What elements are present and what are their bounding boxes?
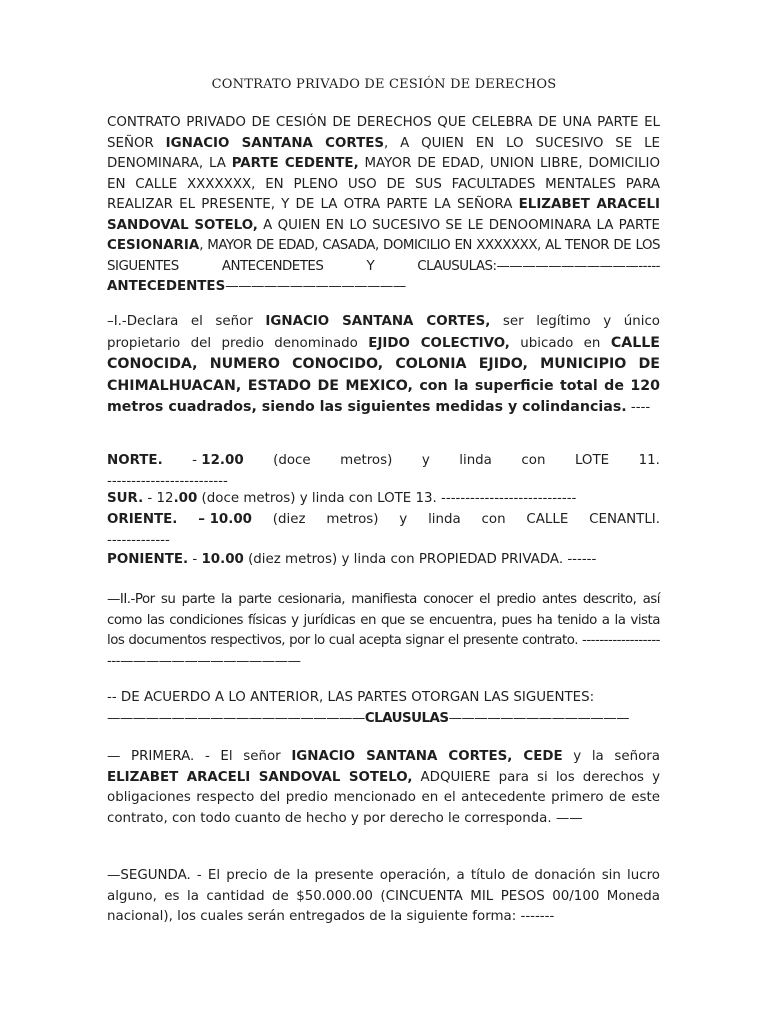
intro-text-4: A QUIEN EN LO SUCESIVO SE LE DENOOMINARA LA PARTE	[257, 217, 660, 233]
oriente-w3: y	[399, 512, 408, 527]
norte-value: 12.00	[201, 453, 244, 468]
primera-text-1: — PRIMERA. - El señor	[107, 749, 292, 764]
norte-w7: 11.	[638, 453, 660, 468]
norte-tail: -------------------------	[107, 473, 228, 489]
acuerdo-dashes-2: ——————————————	[448, 710, 630, 726]
oriente-tail: -------------	[107, 532, 170, 548]
sur-value: .00	[173, 491, 198, 506]
intro-paragraph	[107, 113, 660, 298]
antecedentes-heading: ANTECEDENTES	[107, 279, 226, 294]
primera-text-2: y la señora	[562, 749, 660, 764]
intro-text-5: , MAYOR DE EDAD, CASADA, DOMICILIO EN XXXXXXX, AL TENOR DE LOS SIGUENTES ANTECENDETES Y CLAUSULAS:———————————-----	[107, 238, 660, 274]
decl1-text-2: ser legítimo y único propietario del predio denominado	[107, 314, 660, 351]
oriente-w6: CALLE	[526, 512, 569, 527]
norte-w4: linda	[459, 453, 492, 468]
declaration-1	[107, 312, 660, 419]
oriente-label: ORIENTE.	[107, 512, 178, 527]
intro-text-1: CONTRATO PRIVADO DE CESIÓN DE DERECHOS QUE CELEBRA DE UNA PARTE EL SEÑOR	[107, 115, 660, 151]
intro-text-3: MAYOR DE EDAD, UNION LIBRE, DOMICILIO EN CALLE XXXXXXX, EN PLENO USO DE SUS FACULTADES MENTALES PARA REALIZAR EL PRESENTE, Y DE LA OTRA PARTE LA SEÑORA	[107, 156, 660, 212]
primera-cedente: IGNACIO SANTANA CORTES, CEDE	[291, 749, 563, 764]
norte-w2: metros)	[340, 453, 393, 468]
declaration-2	[107, 590, 660, 672]
segunda-text: —SEGUNDA. - El precio de la presente operación, a título de donación sin lucro alguno, es la cantidad de $50.000.00 (CINCUENTA MIL PESOS 00/100 Moneda nacional), los cuales serán entregados de la siguiente forma: -------	[107, 868, 660, 924]
document-title: CONTRATO PRIVADO DE CESIÓN DE DERECHOS	[211, 77, 557, 92]
intro-text-6: ——————————————	[225, 279, 406, 294]
sur-text: (doce metros) y linda con LOTE 13. ----------------------------	[197, 491, 577, 506]
acuerdo-text-1: -- DE ACUERDO A LO ANTERIOR, LAS PARTES OTORGAN LAS SIGUENTES:	[107, 690, 595, 705]
cesionaria-name: ELIZABET ARACELI SANDOVAL SOTELO,	[107, 197, 660, 233]
oriente-w1: (diez	[272, 512, 306, 527]
norte-w3: y	[421, 453, 430, 468]
decl1-text-4: ----	[626, 400, 651, 415]
sur-label: SUR.	[107, 491, 144, 506]
norte-label: NORTE.	[107, 453, 163, 468]
decl1-predio: EJIDO COLECTIVO,	[368, 335, 510, 351]
parte-cesionaria: CESIONARIA	[107, 238, 200, 253]
decl1-location: CALLE CONOCIDA, NUMERO CONOCIDO, COLONIA EJIDO, MUNICIPIO DE CHIMALHUACAN, ESTADO DE MEXICO, con la superficie total de 120 metros cuadrados, siendo las siguientes medidas y colindancias.	[107, 334, 660, 415]
oriente-w5: con	[481, 512, 506, 527]
primera-text-3: ADQUIERE para si los derechos y obligaciones respecto del predio mencionado en el antecedente primero de este contrato, con todo cuanto de hecho y por derecho le corresponda. ——	[107, 769, 660, 826]
norte-sep: -	[192, 453, 198, 468]
intro-text-2: , A QUIEN EN LO SUCESIVO SE LE DENOMINARA, LA	[107, 135, 660, 171]
poniente-sep: -	[188, 552, 202, 567]
decl2-text: —II.-Por su parte la parte cesionaria, manifiesta conocer el predio antes descrito, así como las condiciones físicas y jurídicas en que se encuentra, pues ha tenido a la vista los documentos respectivos, por lo cual acepta signar el presente contrato. ---------------------——————————————	[107, 592, 660, 669]
oriente-w2: metros)	[326, 512, 379, 527]
poniente-line	[107, 550, 660, 571]
acuerdo-paragraph	[107, 688, 660, 729]
norte-w6: LOTE	[574, 453, 610, 468]
clausula-segunda	[107, 866, 660, 928]
norte-w5: con	[521, 453, 546, 468]
oriente-line	[107, 510, 660, 551]
clausulas-heading: CLAUSULAS	[364, 710, 449, 726]
oriente-w4: linda	[428, 512, 461, 527]
sur-sep: - 12	[143, 491, 174, 506]
oriente-value: – 10.00	[198, 512, 252, 527]
decl1-text-3: ubicado en	[509, 335, 611, 351]
acuerdo-dashes-1: ————————————————————	[107, 710, 365, 726]
parte-cedente: PARTE CEDENTE,	[231, 156, 359, 171]
oriente-w7: CENANTLI.	[589, 512, 660, 527]
norte-line	[107, 451, 660, 492]
decl1-name: IGNACIO SANTANA CORTES,	[265, 314, 491, 329]
decl1-text-1: –I.-Declara el señor	[107, 314, 266, 329]
poniente-value: 10.00	[201, 552, 244, 567]
norte-w1: (doce	[273, 453, 311, 468]
poniente-text: (diez metros) y linda con PROPIEDAD PRIVADA. ------	[243, 552, 597, 567]
primera-adquiriente: ELIZABET ARACELI SANDOVAL SOTELO,	[107, 769, 413, 785]
poniente-label: PONIENTE.	[107, 552, 189, 567]
clausula-primera	[107, 747, 660, 829]
sur-line	[107, 489, 660, 510]
cedente-name: IGNACIO SANTANA CORTES	[165, 135, 384, 151]
